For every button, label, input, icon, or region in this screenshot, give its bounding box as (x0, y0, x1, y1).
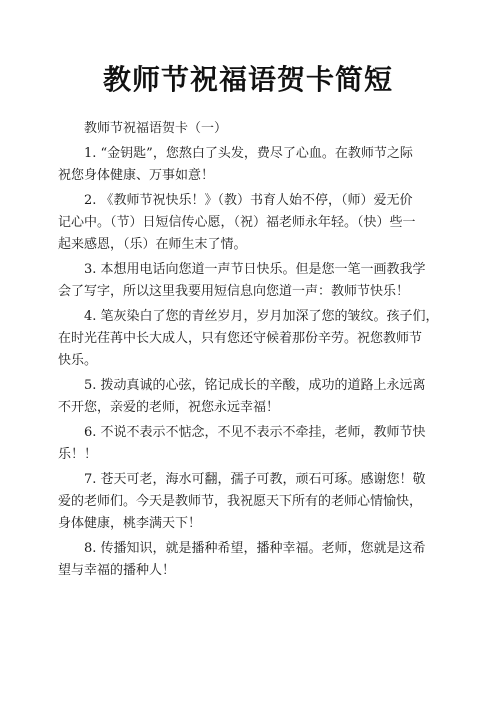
paragraph-line: 8. 传播知识，就是播种希望，播种幸福。老师，您就是这希 (84, 541, 426, 556)
list-item (58, 143, 450, 187)
paragraph-line: 祝您身体健康、万事如意！ (58, 168, 215, 183)
paragraph-line: 爱的老师们。今天是教师节，我祝愿天下所有的老师心情愉快， (58, 494, 423, 509)
paragraph-line: 7. 苍天可老，海水可翻，孺子可教，顽石可琢。感谢您！敬 (84, 472, 426, 487)
paragraph-line: 起来感恩，（乐）在师生末了情。 (58, 237, 247, 252)
paragraph-line: 3. 本想用电话向您道一声节日快乐。但是您一笔一画教我学 (84, 262, 426, 277)
paragraph-line: 乐！！ (58, 447, 98, 462)
list-item (58, 469, 450, 535)
paragraph-line: 望与幸福的播种人！ (58, 563, 176, 578)
paragraph-line: 5. 拨动真诚的心弦，铭记成长的辛酸，成功的道路上永远离 (84, 378, 426, 393)
paragraph-line: 会了写字，所以这里我要用短信息向您道一声：教师节快乐！ (58, 284, 410, 299)
document-body (58, 118, 450, 582)
list-item (58, 422, 450, 466)
paragraph-line: 不开您，亲爱的老师，祝您永远幸福！ (58, 400, 280, 415)
paragraph-line: 记心中。（节）日短信传心愿，（祝）福老师永年轻。（快）些一 (58, 215, 416, 230)
list-item (58, 375, 450, 419)
paragraph-line: 在时光荏苒中长大成人，只有您还守候着那份辛劳。祝您教师节 (58, 331, 423, 346)
paragraph-line: 6. 不说不表示不惦念，不见不表示不牵挂，老师，教师节快 (84, 425, 426, 440)
list-item (58, 190, 450, 256)
paragraph-line: 1. “金钥匙”，您熬白了头发，费尽了心血。在教师节之际 (84, 146, 413, 161)
section-heading: 教师节祝福语贺卡（一） (84, 121, 228, 136)
list-item (58, 306, 450, 372)
list-item (58, 259, 450, 303)
paragraph-line: 快乐。 (58, 353, 98, 368)
paragraph-line: 身体健康，桃李满天下！ (58, 516, 202, 531)
page-title: 教师节祝福语贺卡简短 (102, 63, 393, 96)
list-item (58, 538, 450, 582)
paragraph-line: 2. 《教师节祝快乐！》（教）书育人始不停，（师）爱无价 (84, 193, 413, 208)
paragraph-line: 4. 笔灰染白了您的青丝岁月，岁月加深了您的皱纹。孩子们， (84, 309, 439, 324)
